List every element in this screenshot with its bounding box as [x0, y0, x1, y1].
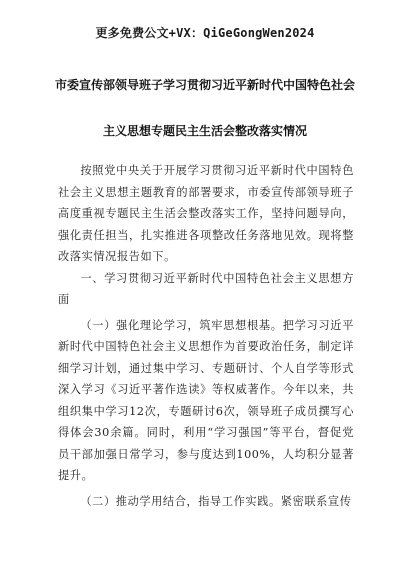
- section-heading-1: 一、学习贯彻习近平新时代中国特色社会主义思想方面: [58, 271, 354, 306]
- subsection-paragraph-1: （一）强化理论学习，筑牢思想根基。把学习习近平新时代中国特色社会主义思想作为首要政治任务，制定详细学习计划，通过集中学习、专题研讨、个人自学等形式深入学习《习近平著作选读》等权威著作。今年以来，共组织集中学习12次，专题研讨6次，领导班子成员撰写心得体会30余篇。同时，利用“学习强国”等平台，督促党员干部加强日常学习，参与度达到100%，人均积分显著提升。: [58, 318, 354, 482]
- document-title-line-2: 主义思想专题民主生活会整改落实情况: [102, 124, 307, 138]
- subsection-paragraph-2: （二）推动学用结合，指导工作实践。紧密联系宣传: [80, 494, 352, 508]
- watermark-header: 更多免费公文+VX：QiGeGongWen2024: [95, 26, 315, 40]
- intro-paragraph: 按照党中央关于开展学习贯彻习近平新时代中国特色社会主义思想主题教育的部署要求，市委宣传部领导班子高度重视专题民主生活会整改落实工作，坚持问题导向，强化责任担当，扎实推进各项整改任务落地见效。现将整改落实情况报告如下。: [58, 164, 354, 263]
- document-title-line-1: 市委宣传部领导班子学习贯彻习近平新时代中国特色社会: [54, 78, 355, 92]
- document-body: [58, 160, 354, 512]
